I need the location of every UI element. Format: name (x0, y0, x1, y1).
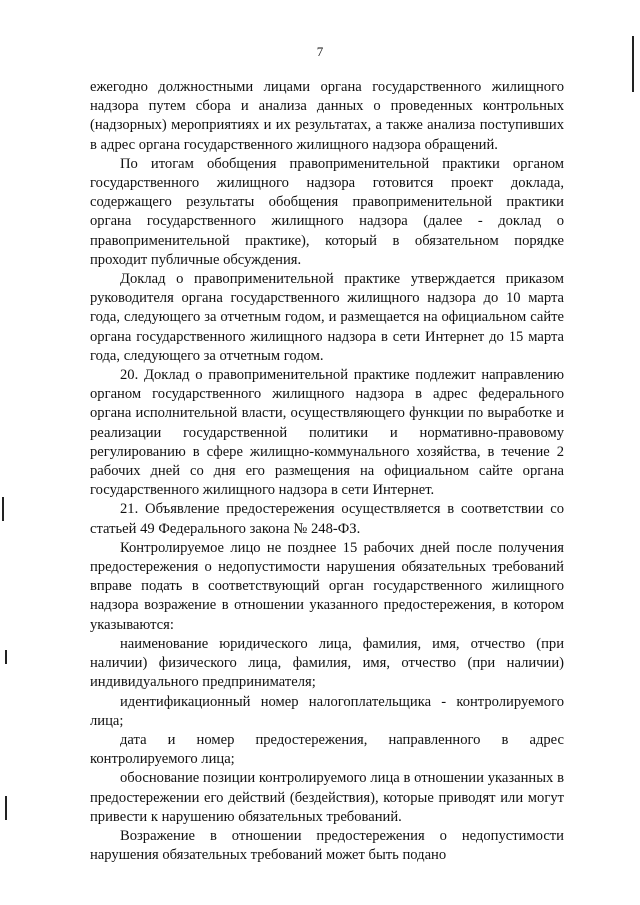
paragraph-7: наименование юридического лица, фамилия, имя, отчество (при наличии) физического лица, фамилия, имя, отчество (при наличии) индивидуального предпринимателя; (90, 635, 564, 691)
scan-mark-left-middle (2, 497, 4, 521)
paragraph-4: 20. Доклад о правоприменительной практике подлежит направлению органом государственного жилищного надзора в адрес федерального органа исполнительной власти, осуществляющего функции по выработке и реализации государственной политики и нормативно-правовому регулированию в сфере жилищно-коммунального хозяйства, в течение 2 рабочих дней со дня его размещения на официальном сайте органа государственного жилищного надзора в сети Интернет. (90, 367, 564, 499)
paragraph-10: обоснование позиции контролируемого лица в отношении указанных в предостережении его действий (бездействия), которые приводят или могут привести к нарушению обязательных требований. (90, 770, 564, 825)
paragraph-6: Контролируемое лицо не позднее 15 рабочих дней после получения предостережения о недопустимости нарушения обязательных требований вправе подать в соответствующий орган государственного жилищного надзора возражение в отношении указанного предостережения, в котором указываются: (90, 539, 564, 633)
paragraph-2: По итогам обобщения правоприменительной практики органом государственного жилищного надзора готовится проект доклада, содержащего результаты обобщения правоприменительной практики органа государственного жилищного надзора (далее - доклад о правоприменительной практике), который в обязательном порядке проходит публичные обсуждения. (90, 155, 564, 268)
page-number: 7 (316, 44, 324, 59)
paragraph-1: ежегодно должностными лицами органа государственного жилищного надзора путем сбора и анализа данных о проведенных контрольных (надзорных) мероприятиях и их результатах, а также анализа поступивших в адрес органа государственного жилищного надзора обращений. (90, 79, 564, 153)
scan-mark-right-top (632, 36, 634, 92)
paragraph-3: Доклад о правоприменительной практике утверждается приказом руководителя органа государственного жилищного надзора до 10 марта года, следующего за отчетным годом, и размещается на официальном сайте органа государственного жилищного надзора в сети Интернет до 15 марта года, следующего за отчетным годом. (90, 271, 564, 364)
paragraph-11: Возражение в отношении предостережения о недопустимости нарушения обязательных требований может быть подано (90, 827, 564, 864)
paragraph-8: идентификационный номер налогоплательщика - контролируемого лица; (90, 693, 564, 729)
paragraph-5: 21. Объявление предостережения осуществляется в соответствии со статьей 49 Федерального закона № 248-ФЗ. (90, 501, 564, 537)
scan-mark-left-bottom (5, 796, 7, 820)
paragraph-9: дата и номер предостережения, направленного в адрес контролируемого лица; (90, 731, 564, 768)
document-body (90, 78, 564, 865)
scan-mark-left-lower (5, 650, 7, 664)
